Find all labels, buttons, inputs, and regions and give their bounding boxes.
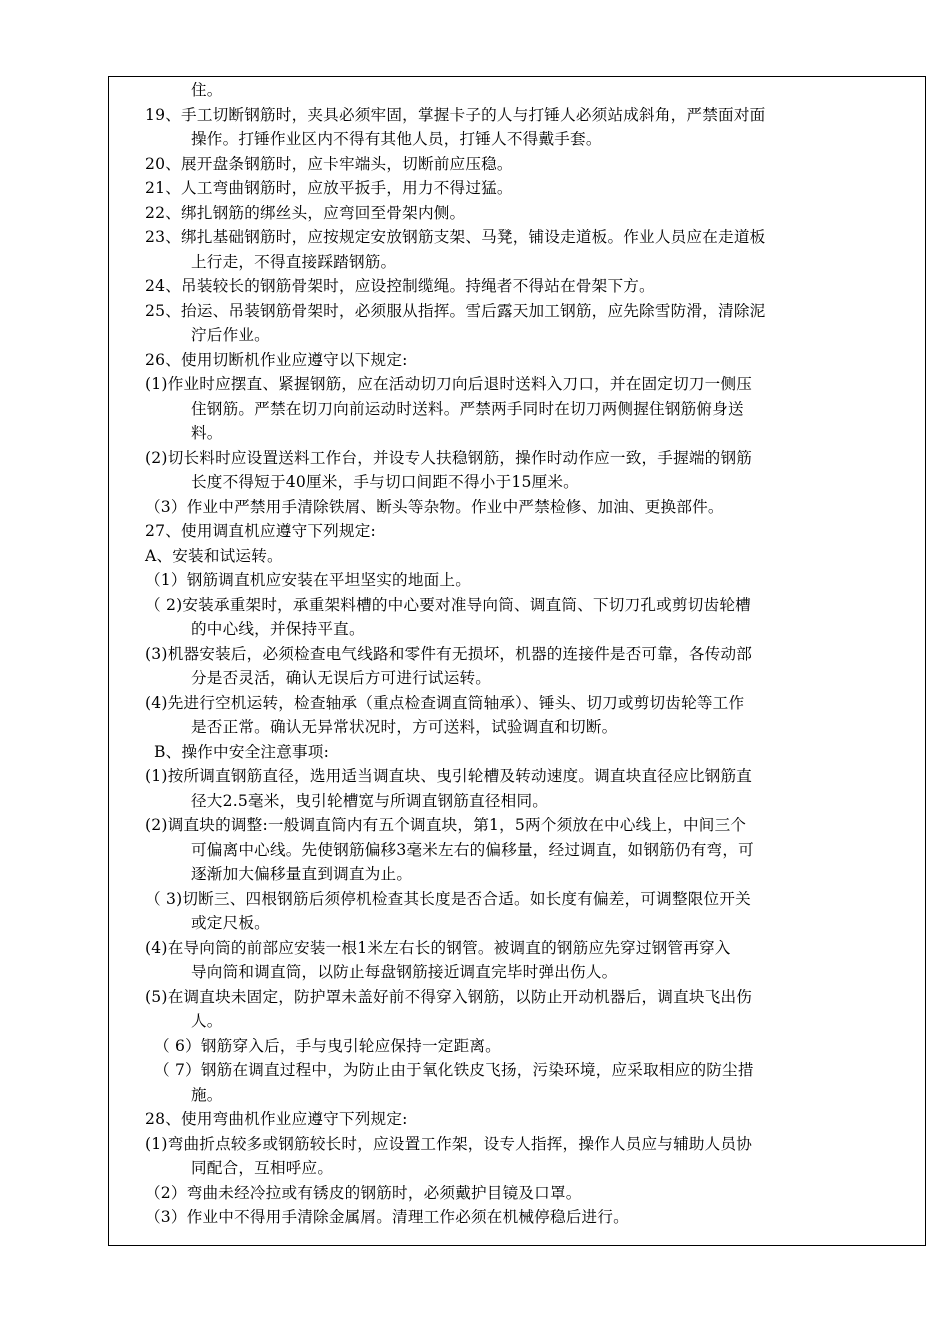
text-line: 施。 <box>191 1085 223 1104</box>
text-line: 住。 <box>191 81 223 99</box>
text-line: 25、抬运、吊装钢筋骨架时，必须服从指挥。雪后露天加工钢筋，应先除雪防滑，清除泥 <box>145 301 766 320</box>
text-line: 料。 <box>191 424 223 442</box>
text-line: 操作。打锤作业区内不得有其他人员，打锤人不得戴手套。 <box>191 130 602 148</box>
text-line: (3)机器安装后，必须检查电气线路和零件有无损坏，机器的连接件是否可靠，各传动部 <box>145 644 753 663</box>
text-line: A、安装和试运转。 <box>145 546 283 565</box>
text-line: 同配合，互相呼应。 <box>191 1159 334 1177</box>
text-line: (2)调直块的调整:一般调直筒内有五个调直块，第1，5两个须放在中心线上，中间三个 <box>145 816 747 834</box>
text-line: （ 7）钢筋在调直过程中，为防止由于氧化铁皮飞扬，污染环境，应采取相应的防尘措 <box>154 1061 754 1079</box>
text-line: B、操作中安全注意事项: <box>154 742 330 761</box>
text-line: 19、手工切断钢筋时，夹具必须牢固，掌握卡子的人与打锤人必须站成斜角，严禁面对面 <box>145 105 766 124</box>
text-line: (4)先进行空机运转，检查轴承（重点检查调直筒轴承）、锤头、切刀或剪切齿轮等工作 <box>145 693 745 712</box>
text-line: (1)弯曲折点较多或钢筋较长时，应设置工作架，设专人指挥，操作人员应与辅助人员协 <box>145 1134 753 1153</box>
text-line: (5)在调直块未固定，防护罩未盖好前不得穿入钢筋，以防止开动机器后，调直块飞出伤 <box>145 987 753 1006</box>
text-line: 上行走，不得直接踩踏钢筋。 <box>191 252 397 271</box>
text-line: 27、使用调直机应遵守下列规定: <box>145 522 377 540</box>
text-line: 20、展开盘条钢筋时，应卡牢端头，切断前应压稳。 <box>145 154 513 173</box>
text-line: (2)切长料时应设置送料工作台，并设专人扶稳钢筋，操作时动作应一致，手握端的钢筋 <box>145 448 753 467</box>
text-line: （ 3)切断三、四根钢筋后须停机检查其长度是否合适。如长度有偏差，可调整限位开关 <box>145 889 751 908</box>
text-line: （2）弯曲未经冷拉或有锈皮的钢筋时，必须戴护目镜及口罩。 <box>145 1183 582 1202</box>
text-line: （3）作业中严禁用手清除铁屑、断头等杂物。作业中严禁检修、加油、更换部件。 <box>145 497 724 516</box>
text-line: 逐渐加大偏移量直到调直为止。 <box>191 865 413 883</box>
text-line: 22、绑扎钢筋的绑丝头，应弯回至骨架内侧。 <box>145 203 466 222</box>
text-line: 28、使用弯曲机作业应遵守下列规定: <box>145 1110 408 1128</box>
text-line: 是否正常。确认无异常状况时，方可送料，试验调直和切断。 <box>191 718 618 736</box>
text-line: 或定尺板。 <box>191 914 270 932</box>
text-line: 泞后作业。 <box>191 326 270 344</box>
text-line: 人。 <box>191 1012 223 1030</box>
text-line: （ 2)安装承重架时，承重架料槽的中心要对准导向筒、调直筒、下切刀孔或剪切齿轮槽 <box>145 595 751 614</box>
text-line: （1）钢筋调直机应安装在平坦坚实的地面上。 <box>145 571 471 589</box>
text-line: 住钢筋。严禁在切刀向前运动时送料。严禁两手同时在切刀两侧握住钢筋俯身送 <box>191 399 744 418</box>
text-line: 导向筒和调直筒，以防止每盘钢筋接近调直完毕时弹出伤人。 <box>191 963 618 981</box>
text-line: (1)按所调直钢筋直径，选用适当调直块、曳引轮槽及转动速度。调直块直径应比钢筋直 <box>145 767 753 785</box>
text-line: (4)在导向筒的前部应安装一根1米左右长的钢管。被调直的钢筋应先穿过钢管再穿入 <box>145 938 731 957</box>
text-line: （3）作业中不得用手清除金属屑。清理工作必须在机械停稳后进行。 <box>145 1208 629 1226</box>
text-line: 26、使用切断机作业应遵守以下规定: <box>145 350 408 369</box>
document-body <box>145 78 870 1230</box>
text-line: 21、人工弯曲钢筋时，应放平扳手，用力不得过猛。 <box>145 179 513 197</box>
text-line: 径大2.5毫米，曳引轮槽宽与所调直钢筋直径相同。 <box>191 791 549 810</box>
text-line: （ 6）钢筋穿入后，手与曳引轮应保持一定距离。 <box>154 1036 501 1055</box>
text-line: 的中心线，并保持平直。 <box>191 620 365 638</box>
text-line: 长度不得短于40厘米，手与切口间距不得小于15厘米。 <box>191 473 579 491</box>
text-line: 可偏离中心线。先使钢筋偏移3毫米左右的偏移量，经过调直，如钢筋仍有弯，可 <box>191 840 754 859</box>
text-line: 23、绑扎基础钢筋时，应按规定安放钢筋支架、马凳，铺设走道板。作业人员应在走道板 <box>145 228 766 246</box>
text-line: 24、吊装较长的钢筋骨架时，应设控制缆绳。持绳者不得站在骨架下方。 <box>145 277 655 295</box>
text-line: 分是否灵活，确认无误后方可进行试运转。 <box>191 669 492 687</box>
text-line: (1)作业时应摆直、紧握钢筋，应在活动切刀向后退时送料入刀口，并在固定切刀一侧压 <box>145 375 753 393</box>
